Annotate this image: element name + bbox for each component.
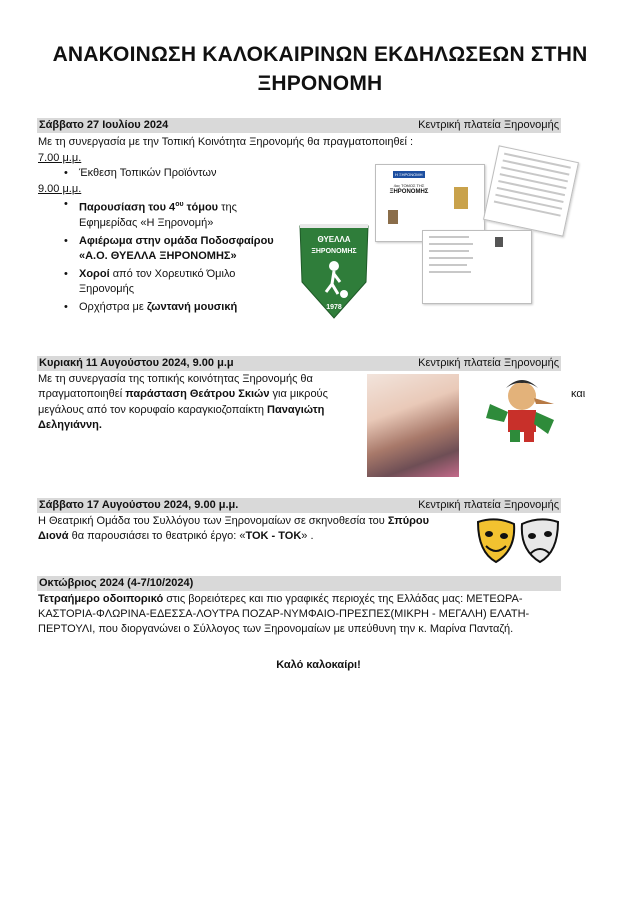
event2-line2: πραγματοποιηθεί παράσταση Θεάτρου Σκιών για μικρούς bbox=[38, 388, 328, 400]
event4-date: Οκτώβριος 2024 (4-7/10/2024) bbox=[39, 577, 194, 589]
pennant-line1: ΘΥΕΛΛΑ bbox=[317, 235, 351, 244]
event1-header bbox=[37, 118, 561, 133]
event2-line1: Με τη συνεργασία της τοπικής κοινότητας Ξηρονομής θα bbox=[38, 373, 313, 385]
event2-line3: μεγάλους από τον κορυφαίο καραγκιοζοπαίκτη Παναγιώτη Δεληγιάννη. bbox=[38, 404, 325, 431]
newspaper-scan-3 bbox=[422, 230, 532, 304]
event3-header bbox=[37, 498, 561, 513]
list-item: • Παρουσίαση του $4^{o\upsilon}$ τόμου της Εφημερίδας «Η Ξηρονομή» bbox=[64, 197, 284, 231]
pennant-year: 1978 bbox=[326, 304, 342, 311]
pennant-line2: ΞΗΡΟΝΟΜΗΣ bbox=[311, 248, 357, 255]
newspaper-scan-2 bbox=[483, 145, 579, 236]
list-item: • Χοροί από τον Χορευτικό Όμιλο Ξηρονομής bbox=[64, 267, 284, 297]
theatre-masks-icon bbox=[474, 516, 562, 568]
list-item: • Έκθεση Τοπικών Προϊόντων bbox=[64, 166, 284, 181]
event1-date: Σάββατο 27 Ιουλίου 2024 bbox=[39, 119, 169, 131]
event1-intro: Με τη συνεργασία με την Τοπική Κοινότητα Ξηρονομής θα πραγματοποιηθεί : bbox=[38, 136, 414, 148]
newspaper-masthead: Η ΞΗΡΟΝΟΜΗ bbox=[395, 172, 423, 177]
newspaper-subtitle: 4ος ΤΟΜΟΣ ΤΗΣ bbox=[393, 183, 425, 188]
event1-list1 bbox=[64, 166, 284, 181]
event3-text: Η Θεατρική Ομάδα του Συλλόγου των Ξηρονομαίων σε σκηνοθεσία του Σπύρου Διονά θα παρουσιάσει το θεατρικό έργο: «ΤΟΚ - ΤΟΚ» . bbox=[38, 515, 430, 542]
list-item: • Ορχήστρα με ζωντανή μουσική bbox=[64, 300, 284, 315]
puppeteer-photo bbox=[367, 374, 459, 477]
event4-header bbox=[37, 576, 561, 591]
event2-header bbox=[37, 356, 561, 371]
karagiozis-image bbox=[484, 374, 560, 444]
newspaper-title: ΞΗΡΟΝΟΜΗΣ bbox=[389, 189, 429, 195]
event1-location: Κεντρική πλατεία Ξηρονομής bbox=[418, 119, 559, 131]
page-title: ΑΝΑΚΟΙΝΩΣΗ ΚΑΛΟΚΑΙΡΙΝΩΝ ΕΚΔΗΛΩΣΕΩΝ ΣΤΗΝ ΞΗΡΟΝΟΜΗ bbox=[52, 43, 588, 95]
event4-text: Τετραήμερο οδοιπορικό στις βορειότερες και πιο γραφικές περιοχές της Ελλάδας μας: ΜΕΤΕΩΡΑ-ΚΑΣΤΟΡΙΑ-ΦΛΩΡΙΝΑ-ΕΔΕΣΣΑ-ΛΟΥΤΡΑ ΠΟΖΑΡ-ΝΥΜΦΑΙΟ-ΠΡΕΣΠΕΣ(ΜΙΚΡΗ - ΜΕΓΑΛΗ) ΕΛΑΤΗ-ΠΕΡΤΟΥΛΙ, που διοργανώνει ο Σύλλογος των Ξηρονομαίων με υπεύθυνη την κ. Μαρίνα Πανταζή. bbox=[38, 593, 530, 635]
event2-location: Κεντρική πλατεία Ξηρονομής bbox=[418, 357, 559, 369]
event2-date: Κυριακή 11 Αυγούστου 2024, 9.00 μ.μ bbox=[39, 357, 234, 369]
event1-list2 bbox=[64, 197, 284, 315]
event1-time1: 7.00 μ.μ. bbox=[38, 152, 82, 164]
event1-time2: 9.00 μ.μ. bbox=[38, 183, 82, 195]
pennant-image bbox=[298, 222, 370, 320]
closing-text: Καλό καλοκαίρι! bbox=[276, 659, 361, 671]
list-item: • Αφιέρωμα στην ομάδα Ποδοσφαίρου «Α.Ο. ΘΥΕΛΛΑ ΞΗΡΟΝΟΜΗΣ» bbox=[64, 234, 284, 264]
event3-location: Κεντρική πλατεία Ξηρονομής bbox=[418, 499, 559, 511]
event3-date: Σάββατο 17 Αυγούστου 2024, 9.00 μ.μ. bbox=[39, 499, 239, 511]
event2-line2-tail: και bbox=[571, 388, 586, 400]
